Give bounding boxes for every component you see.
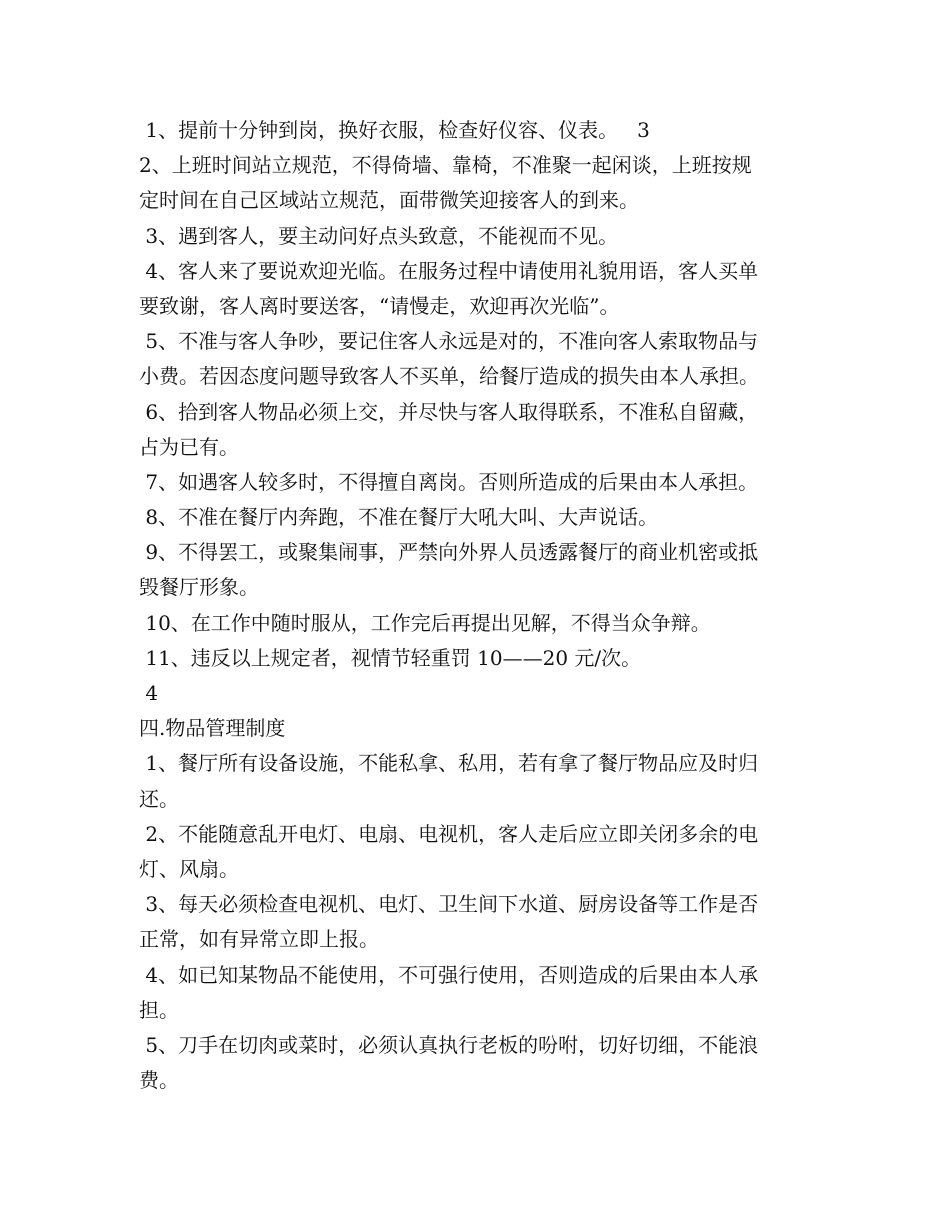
text-line: 2、不能随意乱开电灯、电扇、电视机，客人走后应立即关闭多余的电 [139,821,759,846]
text-line: 担。 [139,997,179,1022]
document-body [139,115,819,1100]
text-line: 4、如已知某物品不能使用，不可强行使用，否则造成的后果由本人承 [139,962,759,987]
text-line: 正常，如有异常立即上报。 [139,927,379,952]
text-line: 毁餐厅形象。 [139,575,259,600]
text-line: 要致谢，客人离时要送客，“请慢走，欢迎再次光临”。 [139,293,620,318]
text-line: 9、不得罢工，或聚集闹事，严禁向外界人员透露餐厅的商业机密或抵 [139,540,759,565]
text-line: 1、提前十分钟到岗，换好衣服，检查好仪容、仪表。 3 [139,118,650,142]
section-heading: 四.物品管理制度 [139,716,286,741]
text-line: 定时间在自己区域站立规范，面带微笑迎接客人的到来。 [139,188,639,213]
text-line: 3、遇到客人，要主动问好点头致意，不能视而不见。 [139,223,619,248]
text-line: 灯、风扇。 [139,856,239,881]
text-line: 5、刀手在切肉或菜时，必须认真执行老板的吩咐，切好切细，不能浪 [139,1032,759,1057]
text-line: 1、餐厅所有设备设施，不能私拿、私用，若有拿了餐厅物品应及时归 [139,751,759,776]
text-line: 3、每天必须检查电视机、电灯、卫生间下水道、厨房设备等工作是否 [139,892,759,917]
page-number: 4 [139,681,159,705]
text-line: 4、客人来了要说欢迎光临。在服务过程中请使用礼貌用语，客人买单 [139,258,759,283]
text-line: 费。 [139,1068,179,1093]
text-line: 7、如遇客人较多时，不得擅自离岗。否则所造成的后果由本人承担。 [139,469,759,494]
text-line: 小费。若因态度问题导致客人不买单，给餐厅造成的损失由本人承担。 [139,364,759,389]
text-line: 8、不准在餐厅内奔跑，不准在餐厅大吼大叫、大声说话。 [139,505,659,530]
text-line: 11、违反以上规定者，视情节轻重罚 10——20 元/次。 [139,645,642,670]
text-line: 10、在工作中随时服从，工作完后再提出见解，不得当众争辩。 [139,610,711,635]
text-line: 6、拾到客人物品必须上交，并尽快与客人取得联系，不准私自留藏， [139,399,759,424]
text-line: 还。 [139,786,179,811]
text-line: 占为已有。 [139,434,239,459]
text-line: 2、上班时间站立规范，不得倚墙、靠椅，不准聚一起闲谈，上班按规 [139,153,752,178]
text-line: 5、不准与客人争吵，要记住客人永远是对的，不准向客人索取物品与 [139,329,759,354]
